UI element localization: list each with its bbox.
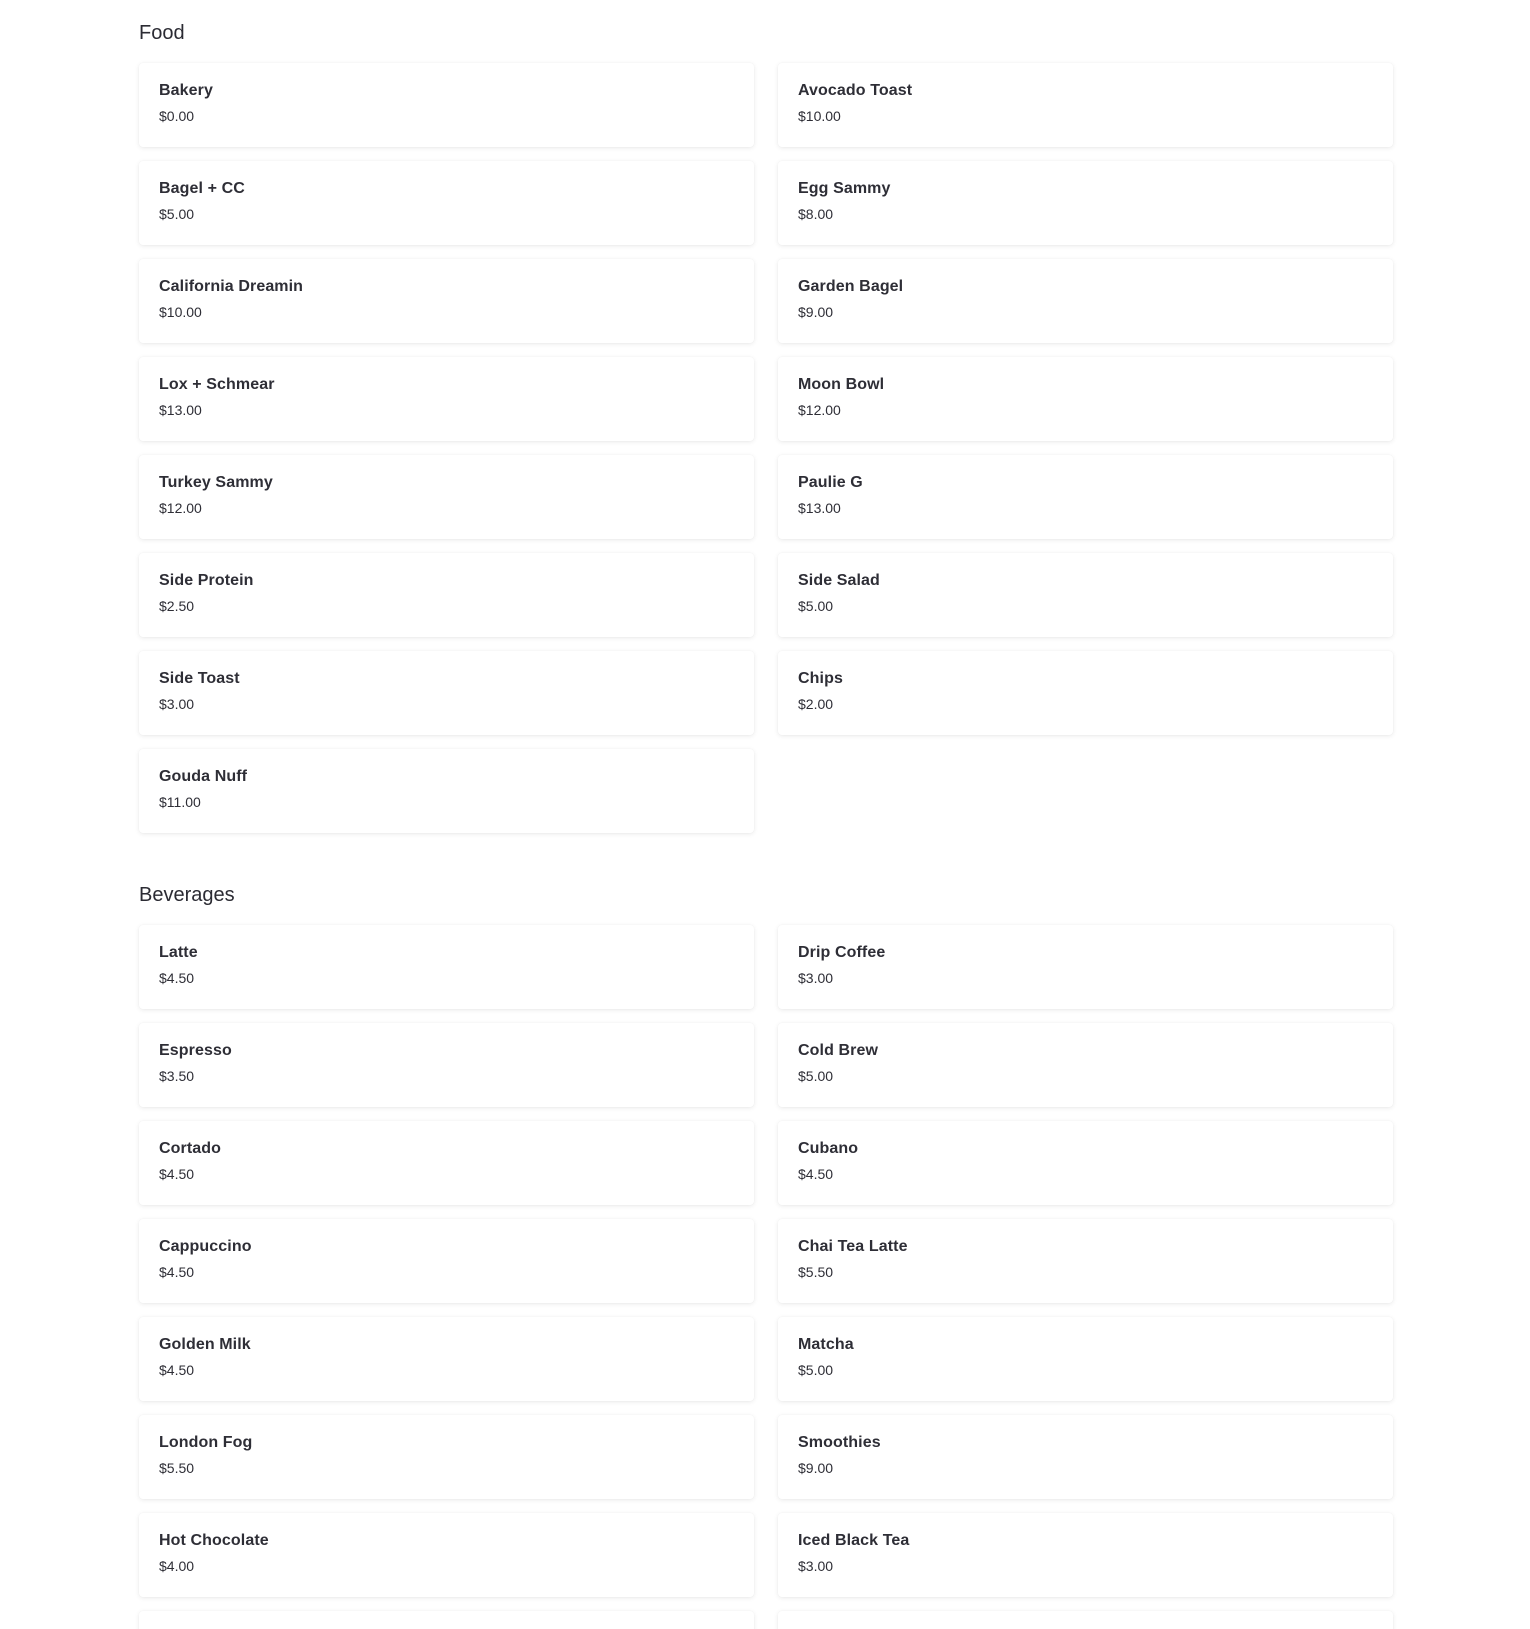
item-price: $3.50 <box>159 1068 195 1084</box>
item-price: $4.50 <box>159 1264 195 1280</box>
menu-item-card[interactable] <box>778 651 1393 735</box>
item-price: $10.00 <box>798 108 841 124</box>
menu-item-card[interactable] <box>139 651 754 735</box>
item-price: $0.00 <box>159 108 195 124</box>
menu-item-card[interactable] <box>778 1219 1393 1303</box>
menu-item-card[interactable] <box>139 553 754 637</box>
item-name: Hot Chocolate <box>159 1532 269 1549</box>
item-name: Bagel + CC <box>159 180 245 197</box>
item-price: $10.00 <box>159 304 202 320</box>
item-name: Avocado Toast <box>798 82 913 99</box>
item-name: Cappuccino <box>159 1238 252 1255</box>
item-price: $12.00 <box>798 402 841 418</box>
menu-item-card[interactable] <box>139 357 754 441</box>
item-name: Matcha <box>798 1336 854 1353</box>
item-price: $13.00 <box>798 500 841 516</box>
item-price: $5.00 <box>798 598 834 614</box>
item-price: $5.00 <box>159 206 195 222</box>
menu-item-card[interactable] <box>139 1121 754 1205</box>
menu-item-card[interactable] <box>139 1611 754 1629</box>
item-name: Moon Bowl <box>798 376 885 393</box>
menu-item-grid <box>139 925 1393 1629</box>
menu-item-card[interactable] <box>139 63 754 147</box>
item-name: Bakery <box>159 82 213 99</box>
item-price: $5.00 <box>798 1362 834 1378</box>
item-price: $8.00 <box>798 206 834 222</box>
menu-item-card[interactable] <box>139 1513 754 1597</box>
item-price: $13.00 <box>159 402 202 418</box>
menu-item-card[interactable] <box>139 925 754 1009</box>
item-name: Chai Tea Latte <box>798 1238 908 1255</box>
item-name: California Dreamin <box>159 278 304 295</box>
item-price: $2.00 <box>798 696 834 712</box>
menu-item-card[interactable] <box>778 1023 1393 1107</box>
item-price: $12.00 <box>159 500 202 516</box>
item-price: $9.00 <box>798 1460 834 1476</box>
menu-item-card[interactable] <box>139 259 754 343</box>
menu-item-card[interactable] <box>778 1611 1393 1629</box>
menu-item-card[interactable] <box>139 749 754 833</box>
item-name: Lox + Schmear <box>159 376 275 393</box>
menu-item-card[interactable] <box>778 553 1393 637</box>
menu-section-beverages <box>139 881 1393 1629</box>
item-price: $2.50 <box>159 598 195 614</box>
item-name: Smoothies <box>798 1434 881 1451</box>
item-name: Side Salad <box>798 572 880 589</box>
section-title: Food <box>139 22 185 44</box>
menu-item-card[interactable] <box>778 1121 1393 1205</box>
item-price: $4.50 <box>159 970 195 986</box>
menu-item-card[interactable] <box>778 1513 1393 1597</box>
item-name: Cubano <box>798 1140 859 1157</box>
menu-item-card[interactable] <box>778 63 1393 147</box>
item-name: Side Toast <box>159 670 240 687</box>
item-price: $5.00 <box>798 1068 834 1084</box>
item-price: $3.00 <box>798 1558 834 1574</box>
item-name: Turkey Sammy <box>159 474 273 491</box>
menu-item-card[interactable] <box>778 1415 1393 1499</box>
menu-item-card[interactable] <box>778 455 1393 539</box>
item-name: Garden Bagel <box>798 278 904 295</box>
menu-item-card[interactable] <box>139 455 754 539</box>
menu-item-card[interactable] <box>778 161 1393 245</box>
item-price: $4.00 <box>159 1558 195 1574</box>
menu-item-card[interactable] <box>139 1415 754 1499</box>
item-price: $4.50 <box>798 1166 834 1182</box>
item-price: $4.50 <box>159 1362 195 1378</box>
menu-item-card[interactable] <box>778 925 1393 1009</box>
menu-section-food <box>139 19 1393 833</box>
item-price: $4.50 <box>159 1166 195 1182</box>
menu-item-grid <box>139 63 1393 833</box>
item-name: London Fog <box>159 1434 253 1451</box>
item-name: Paulie G <box>798 474 863 491</box>
item-name: Golden Milk <box>159 1336 251 1353</box>
item-name: Latte <box>159 944 198 961</box>
item-name: Espresso <box>159 1042 232 1059</box>
menu-container <box>139 0 1393 1629</box>
item-name: Side Protein <box>159 572 254 589</box>
item-price: $3.00 <box>159 696 195 712</box>
item-price: $3.00 <box>798 970 834 986</box>
item-name: Drip Coffee <box>798 944 886 961</box>
menu-item-card[interactable] <box>139 1317 754 1401</box>
item-name: Egg Sammy <box>798 180 891 197</box>
menu-item-card[interactable] <box>139 161 754 245</box>
item-name: Chips <box>798 670 843 687</box>
item-name: Iced Black Tea <box>798 1532 910 1549</box>
menu-item-card[interactable] <box>778 259 1393 343</box>
menu-item-card[interactable] <box>139 1023 754 1107</box>
menu-item-card[interactable] <box>139 1219 754 1303</box>
item-price: $5.50 <box>159 1460 195 1476</box>
section-title: Beverages <box>139 884 235 906</box>
menu-item-card[interactable] <box>778 357 1393 441</box>
item-name: Cortado <box>159 1140 222 1157</box>
item-name: Cold Brew <box>798 1042 879 1059</box>
item-price: $9.00 <box>798 304 834 320</box>
item-name: Gouda Nuff <box>159 768 248 785</box>
item-price: $5.50 <box>798 1264 834 1280</box>
menu-item-card[interactable] <box>778 1317 1393 1401</box>
item-price: $11.00 <box>159 794 201 810</box>
